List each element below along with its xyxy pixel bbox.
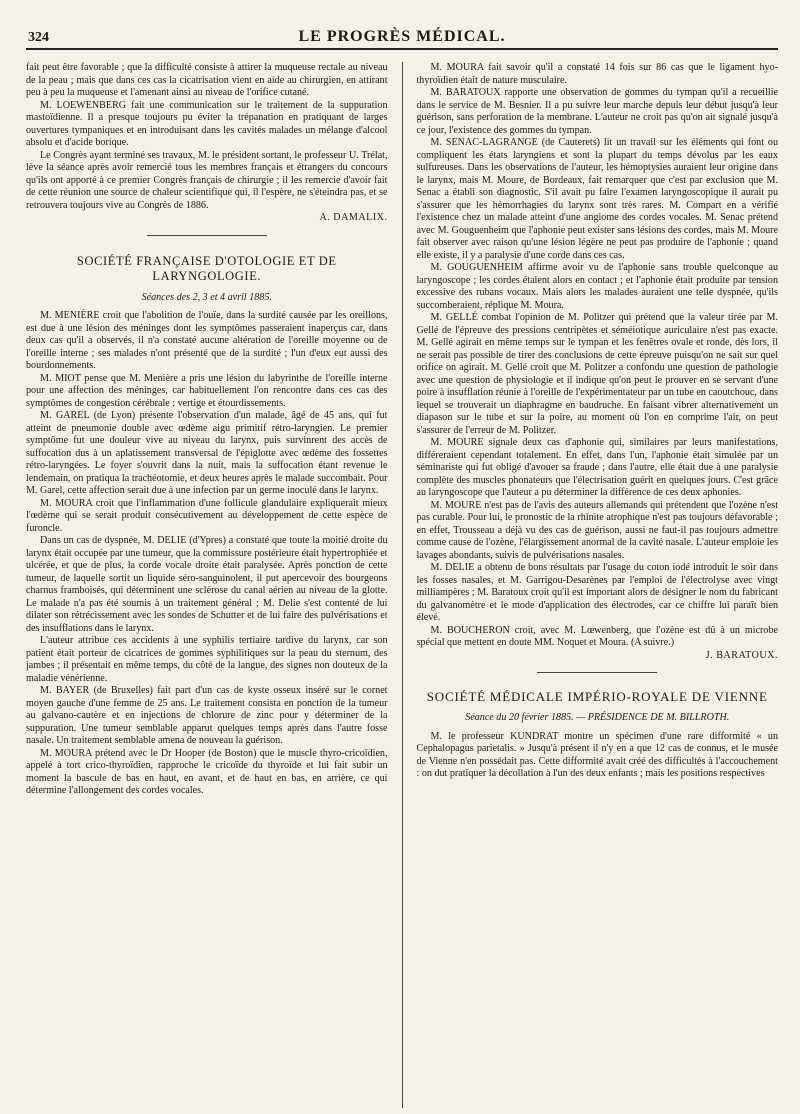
section-title-vienne: SOCIÉTÉ MÉDICALE IMPÉRIO-ROYALE DE VIENNE bbox=[426, 689, 768, 704]
paragraph: M. MOURE n'est pas de l'avis des auteurs allemands qui prétendent que l'ozène n'est pas curable. Pour lui, le pronostic de la rhinite atrophique n'est pas toujours défavorable ; en effet, Trousseau a déjà vu des cas de guérison, aussi ne faut-il pas toujours admettre comme cause de l'ozène, l'élargissement anormal de la cavité nasale. L'auteur emploie les lavages abondants, suivis de pulvérisations nasales. bbox=[416, 499, 778, 561]
paragraph: Le Congrès ayant terminé ses travaux, M. le président sortant, le professeur U. Trélat, lève la séance après avoir remercié tous les membres français et étrangers du concours qu'ils ont apporté à ce premier Congrès français de chirurgie ; il les remercie d'avoir fait de cette réunion une source de chaleur scientifique qui, il l'espère, ne s'éteindra pas, et se retrouvera toujours vive au Congrès de 1886. bbox=[26, 149, 388, 211]
section-title-otologie: SOCIÉTÉ FRANÇAISE D'OTOLOGIE ET DE LARYNGOLOGIE. bbox=[76, 253, 337, 283]
paragraph: M. MOURE signale deux cas d'aphonie qui, similaires par leurs manifestations, différeraient cependant totalement. En effet, dans l'un, l'aphonie était simulée par un séminariste qui fut obligé d'avouer sa fraude ; dans l'autre, elle était due à une paralysie complète des muscles phonateurs que l'électrisation guérit en quelques jours. C'est grâce au laryngoscope que l'auteur a pu déterminer la différence de ces deux aphonies. bbox=[416, 437, 778, 498]
paragraph: M. MOURA croit que l'inflammation d'une follicule glandulaire expliquerait mieux l'œdème qui se serait produit consécutivement au développement de cette espèce de furoncle. bbox=[26, 497, 388, 534]
paragraph: M. MENIÈRE croit que l'abolition de l'ouïe, dans la surdité causée par les oreillons, est due à une lésion des méninges dont les symptômes passeraient inaperçus car, dans deux cas qu'il a observés, il n'a constaté aucune altération de l'oreille moyenne ou de l'oreille interne ; ses malades n'ont présenté que de la surdité ; l'un d'eux eut aussi des bourdonnements. bbox=[26, 310, 388, 371]
author-signature: J. BARATOUX. bbox=[705, 649, 778, 661]
paragraph: M. BARATOUX rapporte une observation de gommes du tympan qu'il a recueillie dans le service de M. Besnier. Il a pu suivre leur marche depuis leur début jusqu'à leur guérison, sans perforation de la membrane. L'auteur ne croit pas qu'on ait signalé jusqu'à ce jour, l'existence des gommes du tympan. bbox=[416, 87, 778, 136]
paragraph: M. MOURA prétend avec le Dr Hooper (de Boston) que le muscle thyro-cricoïdien, appelé à tort crico-thyroïdien, rapproche le cricoïde du thyroïde et lui fait subir un moment la bascule de bas en haut, en avant, et de haut en bas, en arrière, ce qui détermine l'allongement des cordes vocales. bbox=[26, 747, 388, 796]
paragraph: M. GELLÉ combat l'opinion de M. Politzer qui prétend que la valeur tirée par M. Gellé de l'épreuve des pressions centripètes et séméiotique auriculaire n'est pas exacte. M. Gellé agirait en même temps sur le tympan et les fenêtres ovale et ronde, dès lors, il ne serait pas possible de tirer des conclusions de cette épreuve puisqu'on ne sait sur quel orifice on agirait. M. Gellé croit que M. Politzer a confondu une question de pathologie avec une question de physiologie et il indique qu'on peut le prouver en se servant d'une poire à insufflation réunie à l'oreille de l'expérimentateur par un tube en caoutchouc, dans lequel se trouverait un diaphragme en baudruche. En faisant vibrer alternativement un diapason sur le tube et sur la poire, au moment où l'on en comprime l'air, on peut s'assurer de l'erreur de M. Politzer. bbox=[416, 312, 778, 436]
paragraph: M. MOURA fait savoir qu'il a constaté 14 fois sur 86 cas que le ligament hyo-thyroïdien était de nature musculaire. bbox=[416, 62, 778, 86]
paragraph: M. DELIE a obtenu de bons résultats par l'usage du coton iodé introduit le soir dans les fosses nasales, et M. Garrigou-Desarènes par l'emploi de l'électrolyse avec vingt milliampères ; M. Baratoux croit qu'il est important alors de désigner le nom du fabricant du galvanomètre et le mode d'application des électrodes, car ce chiffre lui paraît bien élevé. bbox=[416, 562, 778, 623]
left-column bbox=[26, 62, 388, 1108]
separator-rule bbox=[537, 672, 657, 673]
paragraph: L'auteur attribue ces accidents à une syphilis tertiaire tardive du larynx, car son patient était porteur de cicatrices de gommes syphilitiques sur la peau du sternum, des jambes ; il présentait en même temps, du côté de la langue, des signes non douteux de la maladie vénérienne. bbox=[26, 635, 388, 684]
session-date: Séance du 20 février 1885. — PRÉSIDENCE DE M. BILLROTH. bbox=[465, 712, 730, 723]
paragraph: M. BAYER (de Bruxelles) fait part d'un cas de kyste osseux inséré sur le cornet moyen gauche d'une femme de 25 ans. Le traitement consista en ponction de la tumeur au galvano-cautère et en injections de chlorure de zinc pour y déterminer de la suppuration. Une tumeur semblable apparut quelques temps après dans l'autre fosse nasale. Un traitement semblable amena de nouveau la guérison. bbox=[26, 685, 388, 746]
column-divider bbox=[402, 62, 403, 1108]
running-header bbox=[26, 0, 778, 46]
paragraph: M. GAREL (de Lyon) présente l'observation d'un malade, âgé de 45 ans, qui fut atteint de pneumonie double avec œdème aigu primitif rétro-laryngien. Le premier symptôme fut une douleur vive au niveau du larynx, puis survinrent des accès de suffocation dus à un aplatissement transversal de l'épiglotte avec œdème des fossettes rétro-laryngées. Le foyer s'ouvrit dans la nuit, mais la suffocation étant revenue le lendemain, on pratiqua la trachéotomie, et deux heures après le malade succombait. Pour M. Garel, cette affection serait due à une infection par un germe inoculé dans le larynx. bbox=[26, 410, 388, 496]
paragraph: M. LOEWENBERG fait une communication sur le traitement de la suppuration mastoïdienne. Il a presque toujours pu éviter la trépanation en pratiquant de larges ouvertures tympaniques et en introduisant dans les cavités malades un mélange d'alcool absolu et d'acide borique. bbox=[26, 99, 388, 148]
paragraph: M. BOUCHERON croit, avec M. Lœwenberg, que l'ozène est dû à un microbe spécial que mettent en doute MM. Noquet et Moura. (A suivre.) bbox=[416, 624, 778, 648]
author-signature: A. DAMALIX. bbox=[319, 212, 388, 223]
paragraph: M. GOUGUENHEIM affirme avoir vu de l'aphonie sans trouble quelconque au laryngoscope ; les cordes étaient alors en contact ; et l'aphonie était produite par tension excessive des rubans vocaux. Mais alors les malades auraient une telle dyspnée, qu'ils succomberaient, réplique M. Moura. bbox=[416, 262, 778, 311]
paragraph: Dans un cas de dyspnée, M. DELIE (d'Ypres) a constaté que toute la moitié droite du larynx était occupée par une tumeur, que la commissure postérieure était hypertrophiée et ulcérée, et que de plus, la corde vocale droite était paralysée. Après ponction de cette tumeur, de laquelle sortit un liquide séro-sanguinolent, il put apercevoir des bourgeons charnus framboisés, qui déterminent une sclérose du canal aérien au niveau de la glotte. Le malade n'a pas été soumis à un traitement général ; M. Delie s'est contenté de lui dilater son rétrécissement avec les sondes de Schutter et de lui faire des pulvérisations et des insufflations dans le larynx. bbox=[26, 535, 388, 634]
columns bbox=[26, 62, 778, 1108]
separator-rule bbox=[147, 235, 267, 236]
right-column bbox=[417, 62, 779, 1108]
paragraph: fait peut être favorable ; que la difficulté consiste à attirer la muqueuse rectale au niveau de la peau ; mais que dans ces cas la cicatrisation vient en aide au chirurgien, en attirant peu à peu la muqueuse et l'amenant ainsi au niveau de l'orifice cutané. bbox=[26, 62, 388, 98]
journal-title: LE PROGRÈS MÉDICAL. bbox=[298, 28, 506, 45]
paragraph: M. MIOT pense que M. Menière a pris une lésion du labyrinthe de l'oreille interne pour une affection des méninges, car habituellement l'on rencontre dans ces cas des symptômes de congestion cérébrale : vertige et étourdissements. bbox=[26, 372, 388, 409]
paragraph: M. SENAC-LAGRANGE (de Cauterets) lit un travail sur les éléments qui font ou compliquent les états laryngiens et sont la plupart du temps dévolus par les eaux sulfureuses. Dans les observations de l'auteur, les hémoptysies auraient leur origine dans le larynx, mais M. Moure, de Bordeaux, fait remarquer que c'est par exclusion que M. Senac a établi son diagnostic. S'il avait pu faire l'examen laryngoscopique il aurait pu s'assurer que les hémorrhagies du larynx sont très rares. M. Compart en a vérifié l'existence chez un malade atteint d'une angiome des cordes vocales. M. Senac prétend avec M. Gouguenheim que l'aphonie peut exister sans lésions des cordes, mais M. Moure fait observer avec raison qu'une lésion légère ne peut pas produire de l'aphonie ; quand elle existe, il y a paralysie d'une corde dans ces cas. bbox=[416, 137, 778, 261]
paragraph: M. le professeur KUNDRAT montre un spécimen d'une rare difformité « un Cephalopagus parietalis. » Jusqu'à présent il n'y en a que 12 cas de connus, et le musée de Vienne n'en possédait pas. Cette difformité avait créé des difficultés à l'accouchement : on dut pratiquer la décollation à l'un des deux enfants ; mais les positions respectives bbox=[416, 730, 778, 779]
header-rule bbox=[26, 48, 778, 50]
session-dates: Séances des 2, 3 et 4 avril 1885. bbox=[141, 291, 272, 303]
page-number: 324 bbox=[28, 30, 49, 45]
